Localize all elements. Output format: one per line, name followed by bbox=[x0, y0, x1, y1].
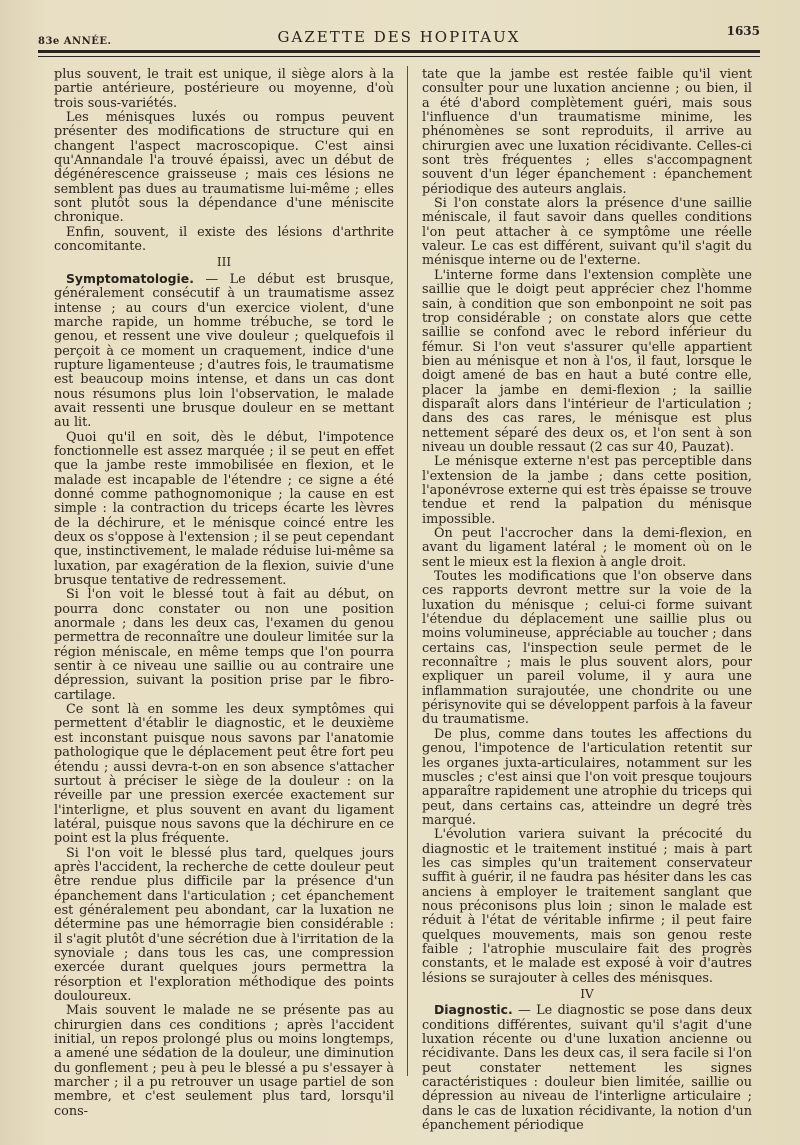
paragraph: Toutes les modifications que l'on observe dans ces rapports devront mettre sur la voie de la luxation du ménisque ; celui-ci forme suivant l'étendue du déplacement une saillie plus ou moins volumineuse, appréciable au toucher ; dans certains cas, l'inspection seule permet de le reconnaître ; mais le plus souvent alors, pour expliquer un pareil volume, il y aura une inflammation surajoutée, une chondrite ou une périsynovite qui se développent parfois à la faveur du traumatisme. bbox=[422, 569, 752, 728]
section-number-iii: III bbox=[216, 255, 232, 270]
section-heading-symptomatologie: Symptomatologie. bbox=[66, 270, 194, 286]
paragraph: Si l'on voit le blessé tout à fait au début, on pourra donc constater ou non une position anormale ; dans les deux cas, l'examen du genou permettra de reconnaître une douleur limitée sur la région méniscale, en même temps que l'on pourra sentir à ce niveau une saillie ou au contraire une dépression, suivant la position prise par le fibro-cartilage. bbox=[54, 587, 394, 703]
paragraph: On peut l'accrocher dans la demi-flexion, en avant du ligament latéral ; le moment où on le sent le mieux est la flexion à angle droit. bbox=[422, 526, 752, 570]
paragraph-text: — Le diagnostic se pose dans deux conditions différentes, suivant qu'il s'agit d'une luxation récente ou d'une luxation ancienne ou récidivante. Dans les deux cas, il sera facile si l'on peut constater nettement les signes caractéristiques : douleur bien limitée, saillie ou dépression au niveau de l'interligne articulaire ; dans le cas de luxation récidivante, la notion d'un épanchement périodique bbox=[422, 1003, 752, 1134]
paragraph-symptomatologie bbox=[54, 272, 394, 431]
paragraph: Les ménisques luxés ou rompus peuvent présenter des modifications de structure qui en changent l'aspect macroscopique. C'est ainsi qu'Annandale l'a trouvé épaissi, avec un début de dégénérescence graisseuse ; mais ces lésions ne semblent pas dues au traumatisme lui-même ; elles sont plutôt sous la dépendance d'une méniscite chronique. bbox=[54, 110, 394, 226]
page-number: 1635 bbox=[726, 24, 760, 38]
section-number-iv: IV bbox=[580, 987, 594, 1001]
paragraph: L'interne forme dans l'extension complète une saillie que le doigt peut apprécier chez l'homme sain, à condition que son embonpoint ne soit pas trop considérable ; on constate alors que cette saillie se confond avec le rebord inférieur du fémur. Si l'on veut s'assurer qu'elle appartient bien au ménisque et non à l'os, il faut, lorsque le doigt amené de bas en haut a buté contre elle, placer la jambe en demi-flexion ; la saillie disparaît alors dans l'intérieur de l'articulation ; dans des cas rares, le ménisque est plus nettement séparé des deux os, et l'on sent à son niveau un double ressaut (2 cas sur 40, Pauzat). bbox=[422, 267, 752, 455]
issue-year: 83e ANNÉE. bbox=[38, 36, 112, 47]
paragraph: Enfin, souvent, il existe des lésions d'arthrite concomitante. bbox=[54, 224, 394, 255]
paragraph: Mais souvent le malade ne se présente pas au chirurgien dans ces conditions ; après l'accident initial, un repos prolongé plus ou moins longtemps, a amené une sédation de la douleur, une diminution du gonflement ; peu à peu le blessé a pu s'essayer à marcher ; il a pu retrouver un usage partiel de son membre, et c'est seulement plus tard, lorsqu'il cons- bbox=[54, 1003, 394, 1119]
header-rule-thick bbox=[38, 50, 760, 53]
left-column bbox=[54, 68, 394, 1119]
column-divider bbox=[407, 66, 408, 1076]
paragraph: Le ménisque externe n'est pas perceptible dans l'extension de la jambe ; dans cette position, l'aponévrose externe qui est très épaisse se trouve tendue et rend la palpation du ménisque impossible. bbox=[422, 454, 752, 527]
paragraph: De plus, comme dans toutes les affections du genou, l'impotence de l'articulation retentit sur les organes juxta-articulaires, notamment sur les muscles ; c'est ainsi que l'on voit presque toujours apparaître rapidement une atrophie du triceps qui peut, dans certains cas, atteindre un degré très marqué. bbox=[422, 726, 752, 828]
paragraph: tate que la jambe est restée faible qu'il vient consulter pour une luxation ancienne ; ou bien, il a été d'abord complètement guéri, mais sous l'influence d'un traumatisme minime, les phénomènes se sont reproduits, il arrive au chirurgien avec une luxation récidivante. Celles-ci sont très fréquentes ; elles s'accompagnent souvent d'un léger épanchement : épanchement périodique des auteurs anglais. bbox=[422, 67, 752, 197]
section-heading-diagnostic: Diagnostic. bbox=[434, 1002, 513, 1018]
paragraph: plus souvent, le trait est unique, il siège alors à la partie antérieure, postérieure ou moyenne, d'où trois sous-variétés. bbox=[54, 67, 394, 111]
running-head bbox=[38, 18, 760, 48]
paragraph: Si l'on constate alors la présence d'une saillie méniscale, il faut savoir dans quelles conditions l'on peut attacher à ce symptôme une réelle valeur. Le cas est différent, suivant qu'il s'agit du ménisque interne ou de l'externe. bbox=[422, 196, 752, 269]
paragraph: Ce sont là en somme les deux symptômes qui permettent d'établir le diagnostic, et le deuxième est inconstant puisque nous savons par l'anatomie pathologique que le déplacement peut être fort peu étendu ; aussi devra-t-on en son absence s'attacher surtout à préciser le siège de la douleur : on la réveille par une pression exercée exactement sur l'interligne, et plus souvent en avant du ligament latéral, puisque nous savons que la déchirure en ce point est la plus fréquente. bbox=[54, 702, 394, 847]
paragraph-text: — Le début est brusque, généralement consécutif à un traumatisme assez intense ; au cours d'un exercice violent, d'une marche rapide, un homme trébuche, se tord le genou, et ressent une vive douleur ; quelquefois il perçoit à ce moment un craquement, indice d'une rupture ligamenteuse ; d'autres fois, le traumatisme est beaucoup moins intense, et dans un cas dont nous résumons plus loin l'observation, le malade avait ressenti une brusque douleur en se mettant au lit. bbox=[54, 271, 394, 431]
paragraph-diagnostic bbox=[422, 1003, 752, 1133]
paragraph: Si l'on voit le blessé plus tard, quelques jours après l'accident, la recherche de cette douleur peut être rendue plus difficile par la présence d'un épanchement dans l'articulation ; cet épanchement est généralement peu abondant, car la luxation ne détermine pas une hémorragie bien considérable : il s'agit plutôt d'une sécrétion due à l'irritation de la synoviale ; dans tous les cas, une compression exercée durant quelques jours permettra la résorption et l'exploration méthodique des points douloureux. bbox=[54, 845, 394, 1004]
paragraph: L'évolution variera suivant la précocité du diagnostic et le traitement institué ; mais à part les cas simples qu'un traitement conservateur suffit à guérir, il ne faudra pas hésiter dans les cas anciens à employer le traitement sanglant que nous préconisons plus loin ; sinon le malade est réduit à l'état de véritable infirme ; il peut faire quelques mouvements, mais son genou reste faible ; l'atrophie musculaire fait des progrès constants, et le malade est exposé à voir d'autres lésions se surajouter à celles des ménisques. bbox=[422, 827, 752, 986]
journal-title: GAZETTE DES HOPITAUX bbox=[277, 28, 521, 46]
right-column bbox=[422, 68, 752, 1133]
header-rule-thin bbox=[38, 56, 760, 57]
paragraph: Quoi qu'il en soit, dès le début, l'impotence fonctionnelle est assez marquée ; il se peut en effet que la jambe reste immobilisée en flexion, et le malade est incapable de l'étendre ; ce signe a été donné comme pathognomonique ; la cause en est simple : la contraction du triceps écarte les lèvres de la déchirure, et le ménisque coincé entre les deux os s'oppose à l'extension ; il se peut cependant que, instinctivement, le malade réduise lui-même sa luxation, par exagération de la flexion, suivie d'une brusque tentative de redressement. bbox=[54, 429, 394, 589]
